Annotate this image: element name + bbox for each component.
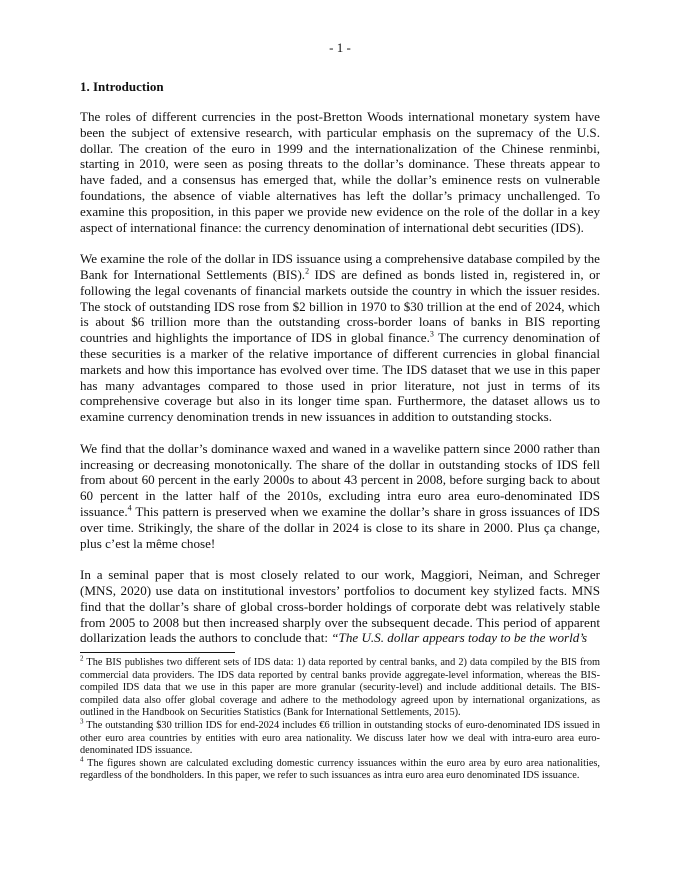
- paragraph-text: This pattern is preserved when we examine the dollar’s share in gross issuances of IDS over time. Strikingly, the share of the dollar in 2024 is close to its share in 2000. Plus ça change, plus c’est la même chose!: [80, 503, 600, 551]
- footnote-text: The figures shown are calculated excluding domestic currency issuances within the euro area by euro area nationalities, regardless of the bondholders. In this paper, we refer to such issuances as intra euro area euro denominated IDS issuance.: [80, 757, 600, 782]
- footnote-text: The outstanding $30 trillion IDS for end-2024 includes €6 trillion in outstanding stocks of euro-denominated IDS issued in other euro area countries by entities with euro area nationality. We discuss later how we deal with intra-euro area euro-denominated IDS issuance.: [80, 719, 600, 757]
- main-content: [80, 79, 600, 662]
- paragraph-text: We examine the role of the dollar in IDS issuance using a comprehensive database compiled by the Bank for International Settlements (BIS).: [80, 251, 600, 282]
- footnote-3: [80, 717, 600, 758]
- footnote-marker: 4: [80, 755, 84, 764]
- quotation: “The U.S. dollar appears today to be the world’s: [331, 630, 588, 646]
- footnote-2: [80, 654, 600, 720]
- footnote-text: The BIS publishes two different sets of IDS data: 1) data reported by central banks, and 2) data compiled by the BIS from commercial data providers. The IDS data reported by central banks provide aggregate-level information, whereas the BIS-compiled IDS data that we use in this paper are more granular (security-level) and include additional details. The BIS-compiled data also offer global coverage and adhere to the methodology agreed upon by international organizations, as outlined in the Handbook on Securities Statistics (Bank for International Settlements, 2015).: [80, 657, 600, 719]
- paragraph-literature: [80, 567, 600, 646]
- paragraph-text: The roles of different currencies in the post-Bretton Woods international monetary system have been the subject of extensive research, with particular emphasis on the supremacy of the U.S. dollar. The creation of the euro in 1999 and the internationalization of the Chinese renminbi, starting in 2010, were seen as posing threats to the dollar’s dominance. These threats appear to have faded, and a consensus has emerged that, while the dollar’s eminence rests on vulnerable foundations, the absence of viable alternatives has left the dollar’s primacy unchallenged. To examine this proposition, in this paper we provide new evidence on the role of the dollar in a key aspect of international finance: the currency denomination of international debt securities (IDS).: [80, 109, 600, 235]
- paragraph-findings: [80, 441, 600, 552]
- paragraph-ids-data: [80, 251, 600, 425]
- footnotes: [80, 654, 600, 783]
- paragraph-text: The currency denomination of these securities is a marker of the relative importance of different currencies in global financial markets and how this importance has evolved over time. The IDS dataset that we use in this paper has many advantages compared to those used in prior literature, not just in terms of its comprehensive coverage but also in its longer time span. Furthermore, the dataset allows us to examine currency denomination trends in new issuances in addition to outstanding stocks.: [80, 330, 601, 425]
- footnote-separator: [80, 652, 235, 653]
- paragraph-intro: [80, 109, 600, 235]
- paragraph-text: In a seminal paper that is most closely related to our work, Maggiori, Neiman, and Schreger (MNS, 2020) use data on institutional investors’ portfolios to document key stylized facts. MNS find that the dollar’s share of global cross-border holdings of corporate debt was relatively stable from 2005 to 2008 but then increased sharply over the subsequent decade. This period of apparent dollarization leads the authors to conclude that:: [80, 567, 600, 646]
- paragraph-text: We find that the dollar’s dominance waxed and waned in a wavelike pattern since 2000 rather than increasing or decreasing monotonically. The share of the dollar in outstanding stocks of IDS fell from about 60 percent in the early 2000s to about 43 percent in 2008, before surging back to about 60 percent in the latter half of the 2010s, excluding intra euro area euro-denominated IDS issuance.: [80, 440, 600, 519]
- section-heading: 1. Introduction: [80, 79, 164, 94]
- footnote-ref-3[interactable]: 3: [429, 329, 434, 339]
- footnote-marker: 2: [80, 654, 84, 663]
- footnote-ref-4[interactable]: 4: [127, 503, 132, 513]
- footnote-ref-2[interactable]: 2: [305, 266, 310, 276]
- page-number: - 1 -: [329, 40, 351, 55]
- footnote-4: [80, 755, 600, 783]
- footnote-marker: 3: [80, 717, 84, 726]
- paragraph-text: IDS are defined as bonds listed in, registered in, or following the legal covenants of financial markets outside the country in which the issuer resides. The stock of outstanding IDS rose from $2 billion in 1970 to $30 trillion at the end of 2024, which is about $6 trillion more than the outstanding cross-border loans of banks in BIS reporting countries and highlights the importance of IDS in global finance.: [80, 266, 600, 346]
